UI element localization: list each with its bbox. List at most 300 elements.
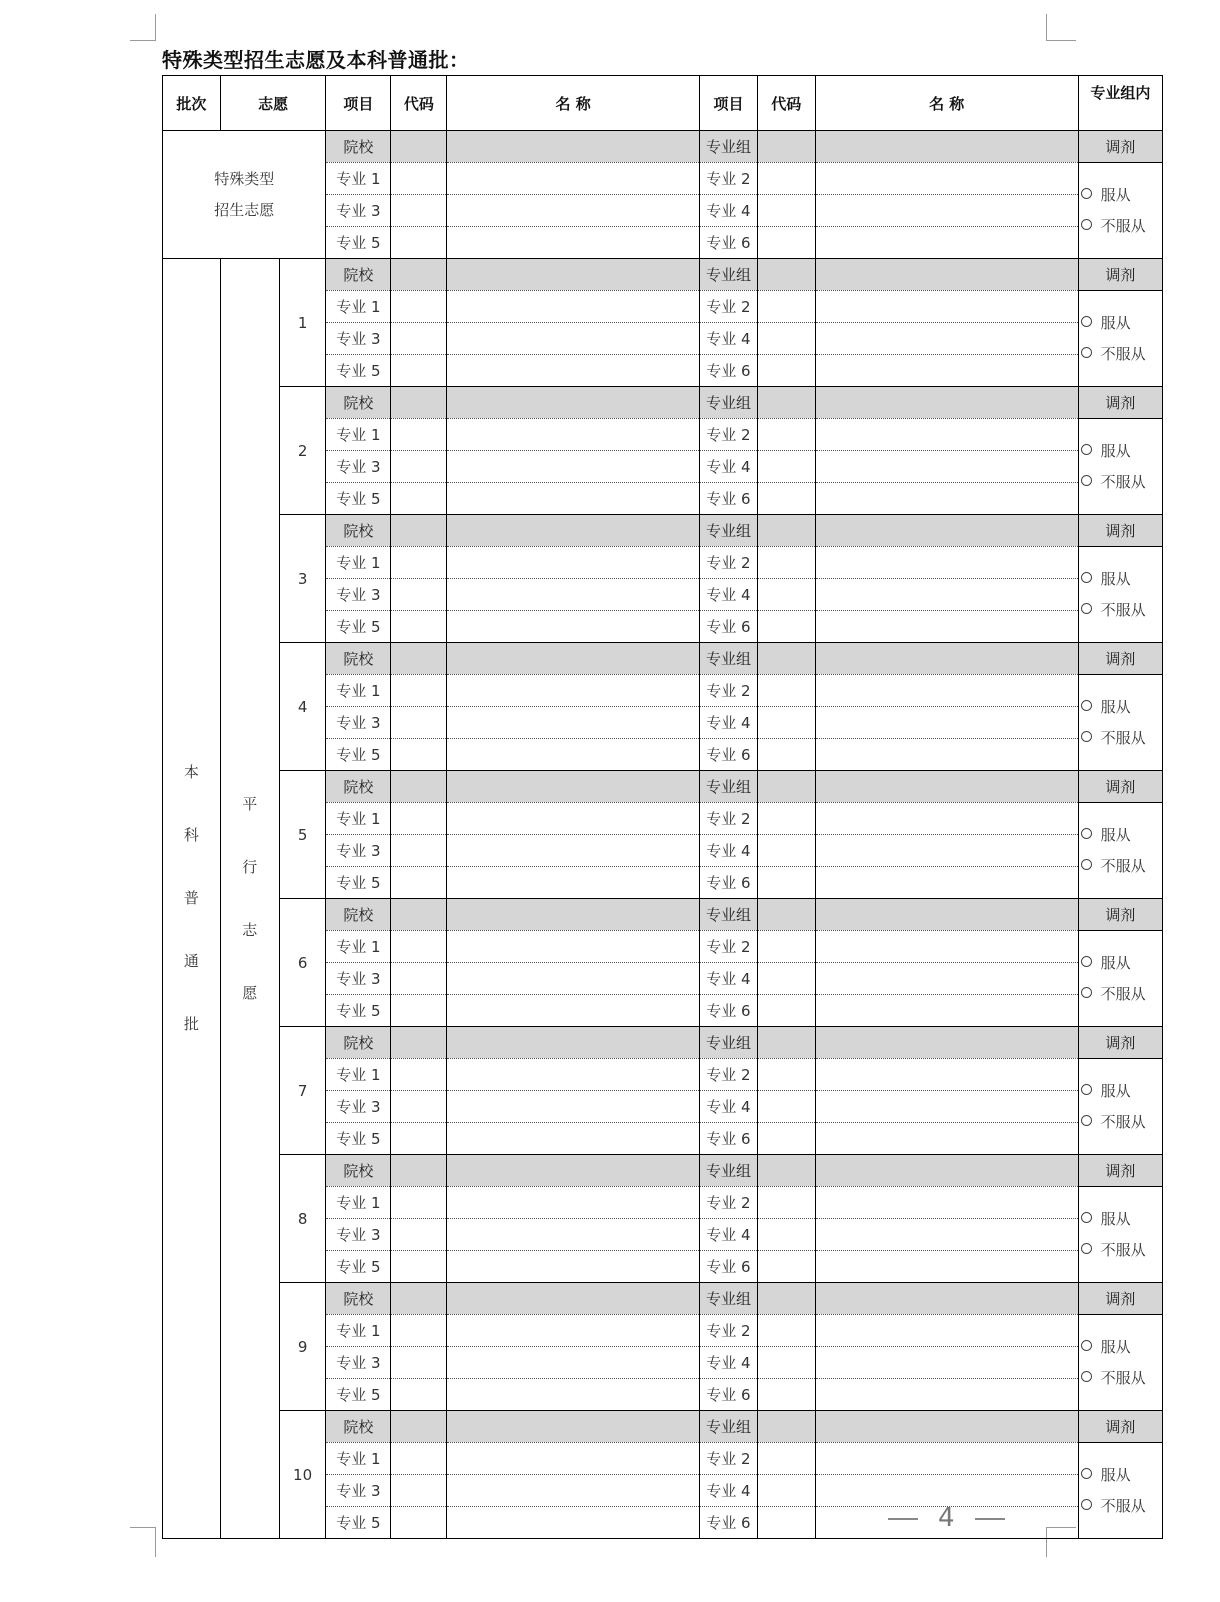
major-label-right: 专业 2 [700,1059,758,1091]
major-name-field-right[interactable] [815,611,1078,643]
major-name-field-left[interactable] [447,1379,700,1411]
major-code-field-right[interactable] [757,547,815,579]
group-code-field[interactable] [757,1027,815,1059]
major-name-field-right[interactable] [815,1315,1078,1347]
adjust-options [1078,547,1162,643]
major-name-field-left[interactable] [447,963,700,995]
not-obey-radio[interactable] [1081,347,1092,358]
not-obey-option[interactable] [1081,211,1162,242]
major-label-right: 专业 2 [700,1315,758,1347]
crop-mark-top-left [155,14,156,40]
major-name-field-left[interactable] [447,291,700,323]
major-name-field-right[interactable] [815,1251,1078,1283]
obey-option[interactable] [1081,308,1162,339]
major-label-left: 专业 1 [326,1059,391,1091]
not-obey-option[interactable] [1081,339,1162,370]
major-code-field-left[interactable] [391,675,447,707]
not-obey-option[interactable] [1081,1107,1162,1138]
major-name-field-left[interactable] [447,1507,700,1539]
group-code-field[interactable] [757,899,815,931]
major-label-left: 专业 1 [326,1315,391,1347]
major-name-field-left[interactable] [447,1315,700,1347]
major-name-field-left[interactable] [447,195,700,227]
group-name-field[interactable] [815,131,1078,163]
major-name-field-right[interactable] [815,1347,1078,1379]
major-name-field-left[interactable] [447,579,700,611]
major-code-field-right[interactable] [757,995,815,1027]
major-label-left: 专业 3 [326,195,391,227]
major-code-field-right[interactable] [757,1475,815,1507]
major-code-field-left[interactable] [391,1379,447,1411]
major-name-field-left[interactable] [447,451,700,483]
not-obey-radio[interactable] [1081,1243,1092,1254]
not-obey-radio[interactable] [1081,987,1092,998]
adjust-label: 调剂 [1078,515,1162,547]
major-label-right: 专业 6 [700,867,758,899]
school-code-field[interactable] [391,643,447,675]
not-obey-option[interactable] [1081,1491,1162,1522]
major-name-field-left[interactable] [447,163,700,195]
major-name-field-left[interactable] [447,835,700,867]
major-name-field-right[interactable] [815,291,1078,323]
not-obey-radio[interactable] [1081,1115,1092,1126]
choice-number: 7 [279,1027,326,1155]
major-name-field-right[interactable] [815,163,1078,195]
obey-option[interactable] [1081,1204,1162,1235]
major-name-field-right[interactable] [815,451,1078,483]
major-code-field-left[interactable] [391,739,447,771]
major-code-field-right[interactable] [757,1315,815,1347]
major-code-field-right[interactable] [757,323,815,355]
major-name-field-right[interactable] [815,419,1078,451]
major-label-left: 专业 1 [326,291,391,323]
major-name-field-left[interactable] [447,1123,700,1155]
major-code-field-left[interactable] [391,291,447,323]
group-label: 专业组 [700,1411,758,1443]
obey-option[interactable] [1081,820,1162,851]
school-code-field[interactable] [391,1411,447,1443]
major-label-left: 专业 1 [326,419,391,451]
major-code-field-right[interactable] [757,835,815,867]
major-name-field-left[interactable] [447,419,700,451]
major-label-left: 专业 3 [326,963,391,995]
major-label-right: 专业 4 [700,451,758,483]
major-label-right: 专业 4 [700,323,758,355]
major-name-field-right[interactable] [815,547,1078,579]
major-name-field-right[interactable] [815,963,1078,995]
major-name-field-left[interactable] [447,227,700,259]
group-code-field[interactable] [757,1283,815,1315]
special-label-line2: 招生志愿 [214,200,275,219]
major-code-field-left[interactable] [391,835,447,867]
major-name-field-left[interactable] [447,803,700,835]
school-label: 院校 [326,515,391,547]
group-name-field[interactable] [815,1283,1078,1315]
major-name-field-right[interactable] [815,195,1078,227]
school-name-field[interactable] [447,1411,700,1443]
school-row [163,771,1163,803]
major-name-field-right[interactable] [815,803,1078,835]
school-row [163,1283,1163,1315]
obey-option[interactable] [1081,1332,1162,1363]
major-code-field-left[interactable] [391,1219,447,1251]
school-label: 院校 [326,643,391,675]
not-obey-radio[interactable] [1081,1499,1092,1510]
school-code-field[interactable] [391,899,447,931]
not-obey-option[interactable] [1081,1235,1162,1266]
school-code-field[interactable] [391,1283,447,1315]
adjust-label: 调剂 [1078,131,1162,163]
major-label-left: 专业 1 [326,547,391,579]
major-name-field-left[interactable] [447,675,700,707]
choice-number: 4 [279,643,326,771]
major-code-field-left[interactable] [391,1475,447,1507]
school-code-field[interactable] [391,259,447,291]
obey-radio[interactable] [1081,1468,1092,1479]
not-obey-radio[interactable] [1081,475,1092,486]
obey-option[interactable] [1081,948,1162,979]
school-name-field[interactable] [447,643,700,675]
group-name-field[interactable] [815,771,1078,803]
major-name-field-right[interactable] [815,1219,1078,1251]
major-code-field-right[interactable] [757,675,815,707]
group-code-field[interactable] [757,131,815,163]
batch-name-cell [163,259,221,1539]
adjust-options [1078,291,1162,387]
major-name-field-right[interactable] [815,931,1078,963]
school-code-field[interactable] [391,131,447,163]
major-label-right: 专业 2 [700,163,758,195]
major-label-right: 专业 2 [700,547,758,579]
group-name-field[interactable] [815,1411,1078,1443]
group-label: 专业组 [700,1155,758,1187]
not-obey-option[interactable] [1081,723,1162,754]
major-code-field-right[interactable] [757,291,815,323]
major-code-field-right[interactable] [757,451,815,483]
major-name-field-left[interactable] [447,739,700,771]
school-code-field[interactable] [391,771,447,803]
major-label-left: 专业 5 [326,739,391,771]
major-code-field-right[interactable] [757,1507,815,1539]
major-code-field-left[interactable] [391,611,447,643]
group-label: 专业组 [700,899,758,931]
major-label-right: 专业 6 [700,995,758,1027]
major-code-field-left[interactable] [391,1123,447,1155]
major-code-field-left[interactable] [391,1251,447,1283]
major-code-field-right[interactable] [757,1251,815,1283]
group-code-field[interactable] [757,515,815,547]
major-code-field-left[interactable] [391,707,447,739]
school-name-field[interactable] [447,1027,700,1059]
adjust-options [1078,1315,1162,1411]
group-name-field[interactable] [815,259,1078,291]
major-label-left: 专业 5 [326,867,391,899]
group-name-field[interactable] [815,1027,1078,1059]
page-number: 4 [938,1503,955,1533]
major-label-right: 专业 4 [700,195,758,227]
major-code-field-left[interactable] [391,483,447,515]
not-obey-radio[interactable] [1081,603,1092,614]
school-code-field[interactable] [391,1027,447,1059]
major-label-left: 专业 1 [326,675,391,707]
major-code-field-left[interactable] [391,867,447,899]
major-name-field-right[interactable] [815,1123,1078,1155]
major-label-left: 专业 1 [326,803,391,835]
major-name-field-right[interactable] [815,995,1078,1027]
major-name-field-left[interactable] [447,931,700,963]
major-code-field-right[interactable] [757,1443,815,1475]
major-code-field-left[interactable] [391,1347,447,1379]
obey-label: 服从 [1100,953,1131,972]
group-code-field[interactable] [757,387,815,419]
school-name-field[interactable] [447,771,700,803]
group-name-field[interactable] [815,1155,1078,1187]
major-name-field-right[interactable] [815,1187,1078,1219]
adjust-label: 调剂 [1078,1155,1162,1187]
major-name-field-right[interactable] [815,323,1078,355]
major-name-field-left[interactable] [447,1443,700,1475]
not-obey-option[interactable] [1081,595,1162,626]
major-name-field-right[interactable] [815,1379,1078,1411]
group-code-field[interactable] [757,771,815,803]
major-code-field-right[interactable] [757,803,815,835]
obey-option[interactable] [1081,436,1162,467]
major-name-field-right[interactable] [815,739,1078,771]
obey-option[interactable] [1081,180,1162,211]
adjust-options [1078,163,1162,259]
major-code-field-left[interactable] [391,1443,447,1475]
major-name-field-left[interactable] [447,995,700,1027]
major-code-field-right[interactable] [757,1187,815,1219]
major-code-field-left[interactable] [391,963,447,995]
group-code-field[interactable] [757,643,815,675]
major-name-field-left[interactable] [447,707,700,739]
major-name-field-left[interactable] [447,1251,700,1283]
school-code-field[interactable] [391,387,447,419]
major-name-field-left[interactable] [447,323,700,355]
obey-radio[interactable] [1081,828,1092,839]
major-label-right: 专业 2 [700,931,758,963]
adjust-label: 调剂 [1078,899,1162,931]
major-label-left: 专业 1 [326,931,391,963]
group-label: 专业组 [700,1027,758,1059]
group-name-field[interactable] [815,387,1078,419]
col-item2-header: 项目 [700,76,758,131]
major-name-field-left[interactable] [447,1347,700,1379]
major-code-field-left[interactable] [391,1091,447,1123]
group-name-field[interactable] [815,515,1078,547]
major-code-field-right[interactable] [757,195,815,227]
school-row [163,387,1163,419]
group-label: 专业组 [700,643,758,675]
obey-label: 服从 [1100,1337,1131,1356]
school-row [163,131,1163,163]
group-code-field[interactable] [757,1411,815,1443]
major-code-field-left[interactable] [391,579,447,611]
not-obey-radio[interactable] [1081,219,1092,230]
major-name-field-left[interactable] [447,355,700,387]
major-label-left: 专业 5 [326,1251,391,1283]
major-code-field-right[interactable] [757,163,815,195]
obey-radio[interactable] [1081,572,1092,583]
adjust-label: 调剂 [1078,1411,1162,1443]
major-name-field-right[interactable] [815,1475,1078,1507]
school-name-field[interactable] [447,1155,700,1187]
major-name-field-left[interactable] [447,483,700,515]
obey-option[interactable] [1081,1076,1162,1107]
major-code-field-right[interactable] [757,579,815,611]
obey-radio[interactable] [1081,188,1092,199]
major-code-field-right[interactable] [757,1379,815,1411]
not-obey-label: 不服从 [1100,600,1146,619]
major-name-field-right[interactable] [815,1091,1078,1123]
obey-label: 服从 [1100,185,1131,204]
major-label-left: 专业 1 [326,1187,391,1219]
school-name-field[interactable] [447,131,700,163]
group-code-field[interactable] [757,259,815,291]
group-name-field[interactable] [815,643,1078,675]
obey-option[interactable] [1081,692,1162,723]
major-label-right: 专业 6 [700,1507,758,1539]
major-code-field-left[interactable] [391,355,447,387]
major-code-field-left[interactable] [391,995,447,1027]
school-name-field[interactable] [447,259,700,291]
obey-option[interactable] [1081,1460,1162,1491]
major-code-field-right[interactable] [757,355,815,387]
major-name-field-left[interactable] [447,611,700,643]
major-name-field-left[interactable] [447,867,700,899]
major-name-field-left[interactable] [447,1091,700,1123]
major-label-right: 专业 2 [700,1443,758,1475]
major-code-field-left[interactable] [391,227,447,259]
major-code-field-right[interactable] [757,963,815,995]
major-name-field-right[interactable] [815,1443,1078,1475]
major-code-field-left[interactable] [391,419,447,451]
obey-option[interactable] [1081,564,1162,595]
adjust-label: 调剂 [1078,1027,1162,1059]
not-obey-radio[interactable] [1081,731,1092,742]
school-code-field[interactable] [391,1155,447,1187]
major-code-field-right[interactable] [757,419,815,451]
major-code-field-left[interactable] [391,163,447,195]
school-name-field[interactable] [447,515,700,547]
obey-radio[interactable] [1081,700,1092,711]
major-code-field-right[interactable] [757,1347,815,1379]
major-code-field-right[interactable] [757,483,815,515]
obey-radio[interactable] [1081,1084,1092,1095]
major-code-field-left[interactable] [391,1187,447,1219]
adjust-label: 调剂 [1078,259,1162,291]
major-code-field-right[interactable] [757,1059,815,1091]
major-code-field-left[interactable] [391,803,447,835]
major-code-field-left[interactable] [391,1059,447,1091]
header-row [163,76,1163,131]
major-name-field-right[interactable] [815,675,1078,707]
not-obey-radio[interactable] [1081,859,1092,870]
major-name-field-right[interactable] [815,707,1078,739]
major-code-field-left[interactable] [391,1507,447,1539]
crop-mark-bottom-left [130,1527,156,1528]
major-label-left: 专业 3 [326,579,391,611]
obey-radio[interactable] [1081,956,1092,967]
major-code-field-left[interactable] [391,195,447,227]
obey-radio[interactable] [1081,316,1092,327]
not-obey-radio[interactable] [1081,1371,1092,1382]
major-name-field-right[interactable] [815,579,1078,611]
major-code-field-left[interactable] [391,547,447,579]
group-name-field[interactable] [815,899,1078,931]
obey-radio[interactable] [1081,1212,1092,1223]
group-code-field[interactable] [757,1155,815,1187]
not-obey-option[interactable] [1081,1363,1162,1394]
major-code-field-left[interactable] [391,1315,447,1347]
major-name-field-right[interactable] [815,1059,1078,1091]
col-group-adjust-header: 专业组内 [1078,76,1162,131]
major-code-field-right[interactable] [757,1219,815,1251]
major-label-right: 专业 2 [700,1187,758,1219]
major-code-field-left[interactable] [391,931,447,963]
major-code-field-right[interactable] [757,227,815,259]
school-label: 院校 [326,1283,391,1315]
not-obey-option[interactable] [1081,979,1162,1010]
col-code-header: 代码 [391,76,447,131]
obey-radio[interactable] [1081,444,1092,455]
not-obey-option[interactable] [1081,851,1162,882]
major-label-right: 专业 2 [700,803,758,835]
school-label: 院校 [326,771,391,803]
school-name-field[interactable] [447,899,700,931]
major-label-right: 专业 2 [700,675,758,707]
major-code-field-right[interactable] [757,611,815,643]
major-label-right: 专业 4 [700,707,758,739]
group-label: 专业组 [700,771,758,803]
special-label-line1: 特殊类型 [214,169,275,188]
major-name-field-left[interactable] [447,1187,700,1219]
major-name-field-left[interactable] [447,1475,700,1507]
major-code-field-left[interactable] [391,451,447,483]
major-code-field-right[interactable] [757,707,815,739]
obey-radio[interactable] [1081,1340,1092,1351]
choice-number: 8 [279,1155,326,1283]
major-code-field-right[interactable] [757,1091,815,1123]
major-code-field-left[interactable] [391,323,447,355]
col-name-header: 名 称 [447,76,700,131]
school-label: 院校 [326,387,391,419]
major-code-field-right[interactable] [757,867,815,899]
major-name-field-left[interactable] [447,547,700,579]
major-name-field-right[interactable] [815,227,1078,259]
major-name-field-right[interactable] [815,355,1078,387]
major-name-field-left[interactable] [447,1219,700,1251]
major-label-right: 专业 4 [700,963,758,995]
choice-number: 2 [279,387,326,515]
not-obey-option[interactable] [1081,467,1162,498]
major-code-field-right[interactable] [757,931,815,963]
school-code-field[interactable] [391,515,447,547]
major-label-right: 专业 4 [700,1347,758,1379]
major-code-field-right[interactable] [757,1123,815,1155]
major-name-field-left[interactable] [447,1059,700,1091]
major-name-field-right[interactable] [815,835,1078,867]
not-obey-label: 不服从 [1100,344,1146,363]
major-label-right: 专业 6 [700,355,758,387]
major-label-left: 专业 3 [326,1219,391,1251]
major-name-field-right[interactable] [815,483,1078,515]
school-name-field[interactable] [447,1283,700,1315]
major-name-field-right[interactable] [815,867,1078,899]
major-code-field-right[interactable] [757,739,815,771]
school-name-field[interactable] [447,387,700,419]
